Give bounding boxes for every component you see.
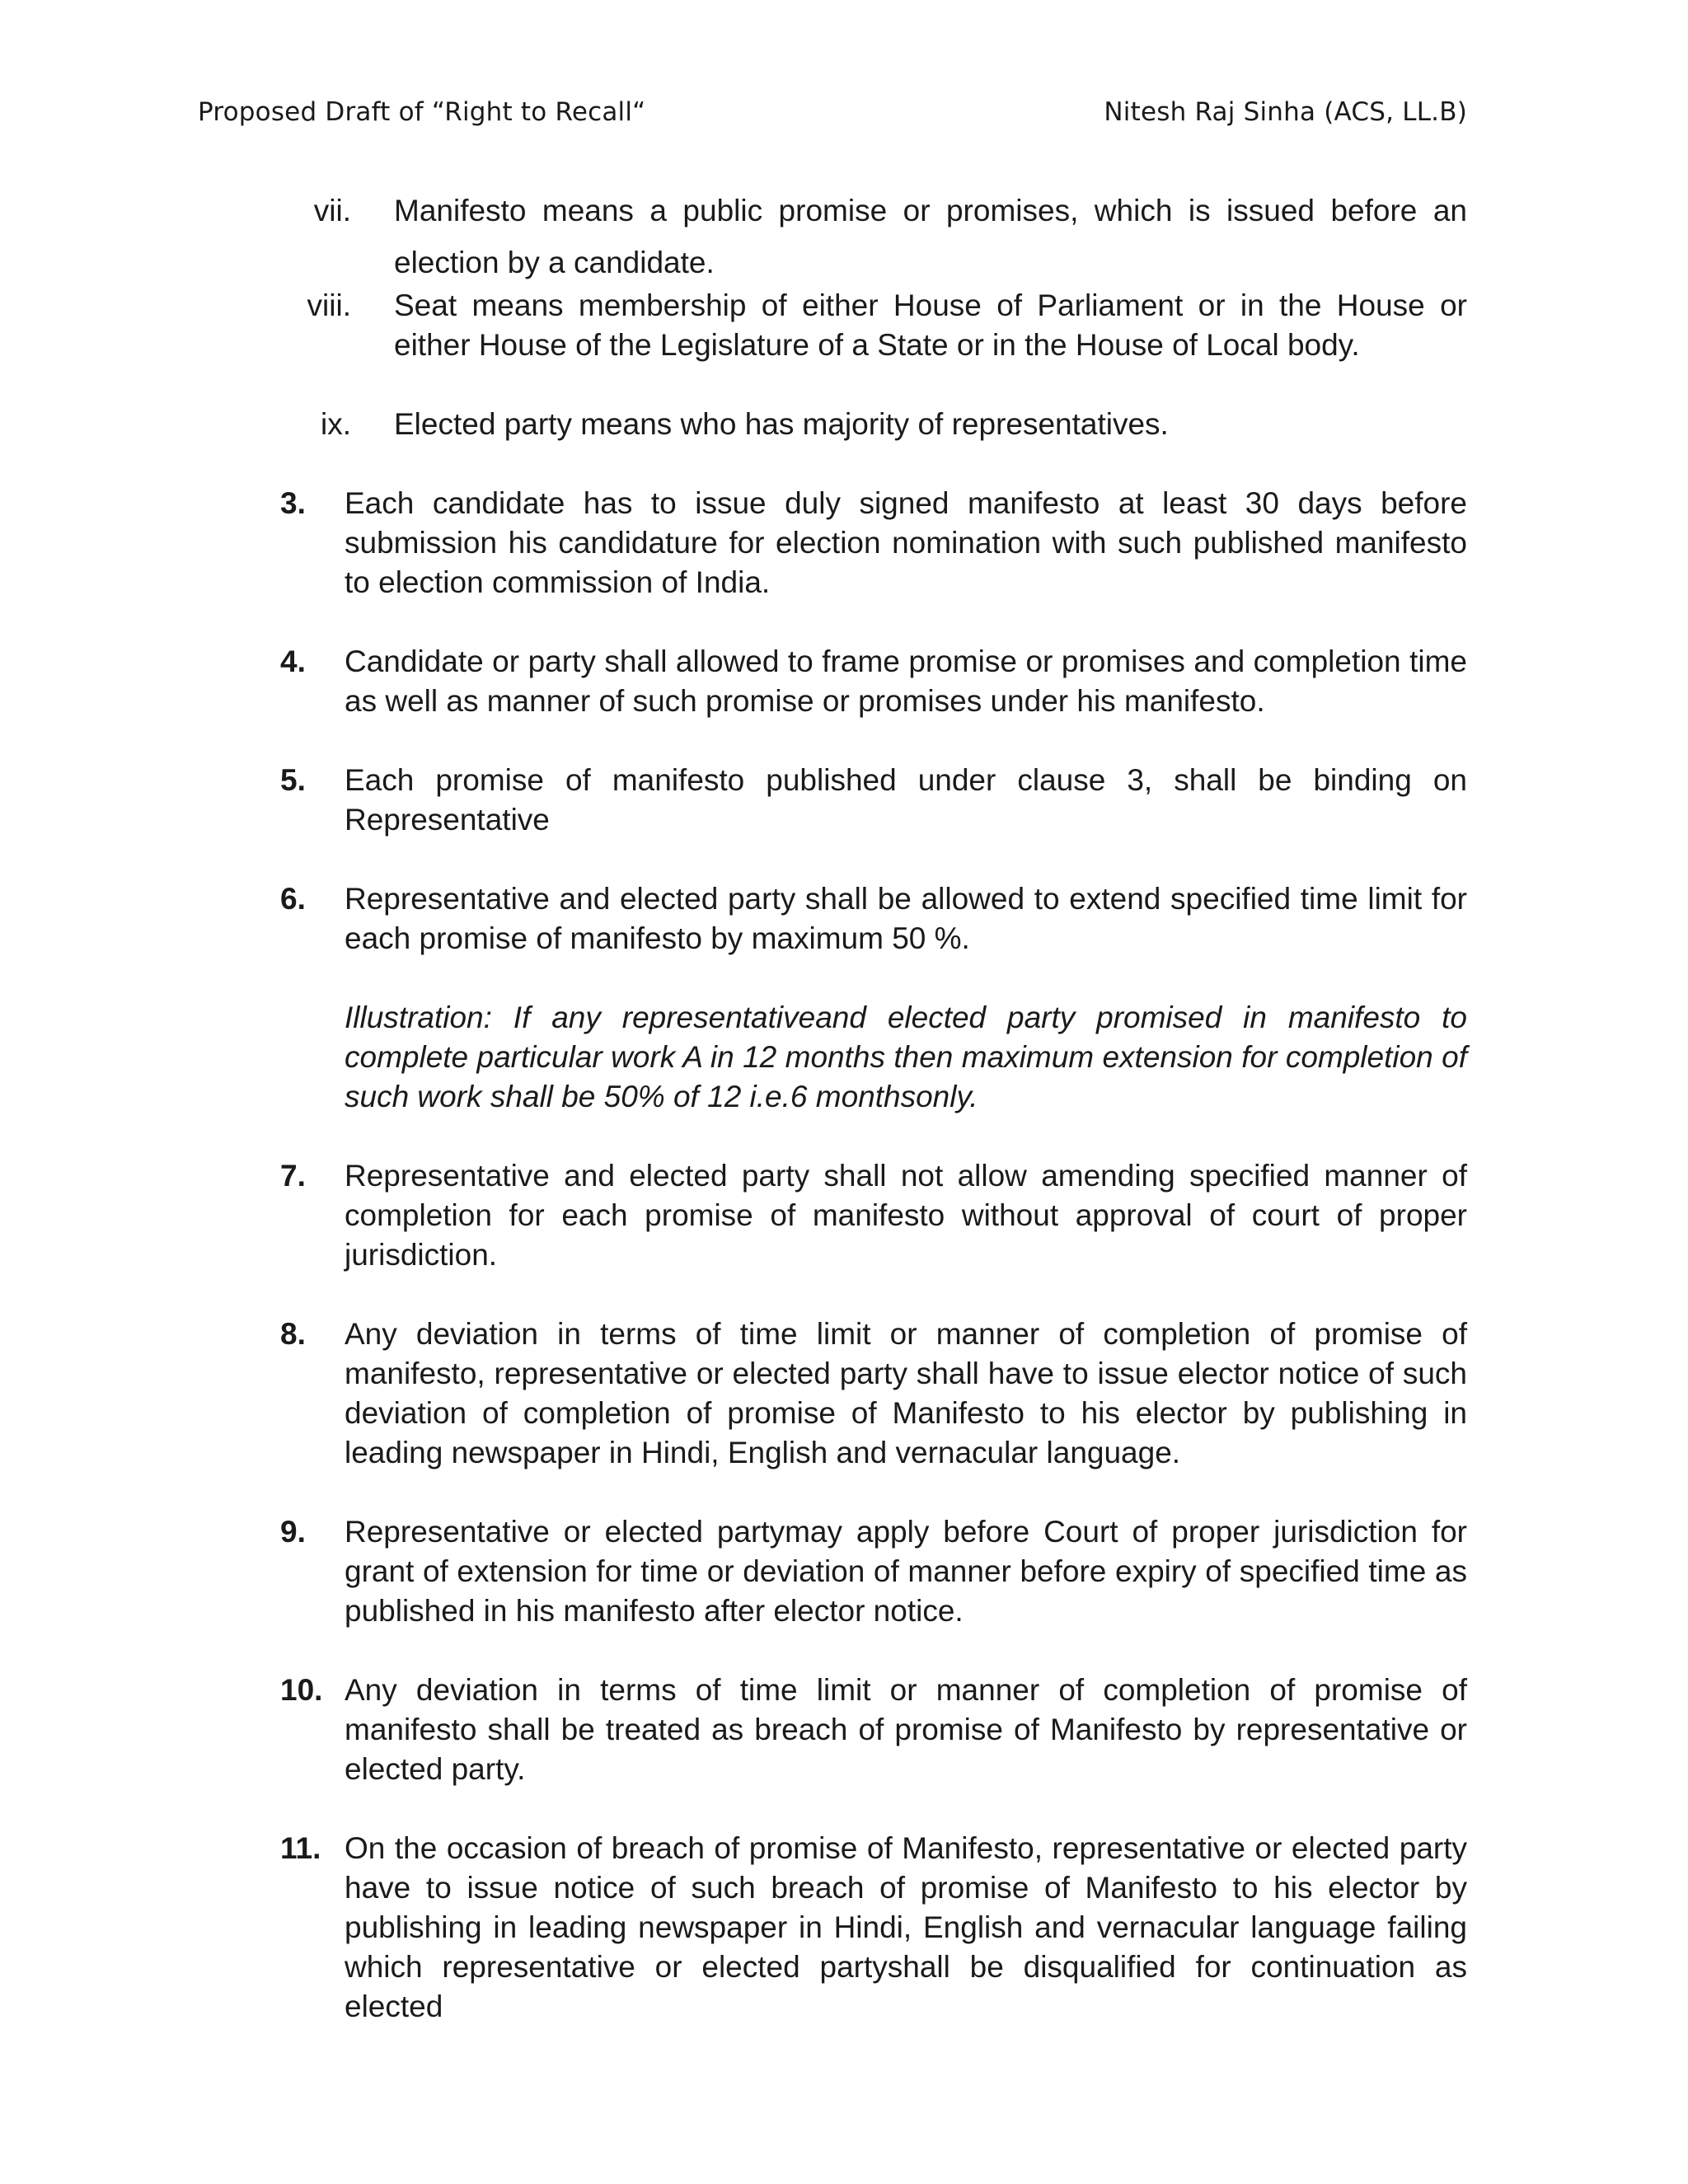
document-title: Proposed Draft of “Right to Recall“ bbox=[198, 97, 646, 127]
definition-ix bbox=[280, 405, 1467, 444]
author-name: Nitesh Raj Sinha (ACS, LL.B) bbox=[1104, 97, 1467, 127]
definition-text: Elected party means who has majority of representatives. bbox=[394, 407, 1169, 441]
clause-number: 3. bbox=[280, 486, 306, 520]
clause-10 bbox=[280, 1671, 1467, 1789]
clause-11 bbox=[280, 1829, 1467, 2027]
clause-6 bbox=[280, 879, 1467, 958]
clause-text: Any deviation in terms of time limit or manner of completion of promise of manifesto, representative or elected party shall have to issue elector notice of such deviation of completion of promise of Manifesto to his elector by publishing in leading newspaper in Hindi, English and vernacular language. bbox=[345, 1317, 1467, 1469]
clause-number: 6. bbox=[280, 882, 306, 916]
clause-8 bbox=[280, 1315, 1467, 1473]
clause-number: 4. bbox=[280, 644, 306, 678]
clause-text: Each candidate has to issue duly signed manifesto at least 30 days before submission his candidature for election nomination with such published manifesto to election commission of India. bbox=[345, 486, 1467, 599]
clause-number: 8. bbox=[280, 1317, 306, 1351]
page-header bbox=[198, 97, 1467, 138]
clause-number: 10. bbox=[280, 1673, 323, 1707]
document-body bbox=[280, 191, 1467, 2027]
definition-number: viii. bbox=[307, 288, 351, 322]
definition-number: vii. bbox=[313, 194, 351, 227]
clause-number: 11. bbox=[280, 1831, 321, 1865]
clause-9 bbox=[280, 1512, 1467, 1631]
definition-vii bbox=[280, 185, 1467, 288]
clause-text: On the occasion of breach of promise of Manifesto, representative or elected party have to issue notice of such breach of promise of Manifesto to his elector by publishing in leading newspaper in Hindi, English and vernacular language failing which representative or elected partyshall be disqualified for continuation as elected bbox=[345, 1831, 1467, 2023]
clause-text: Candidate or party shall allowed to frame promise or promises and completion time as well as manner of such promise or promises under his manifesto. bbox=[345, 644, 1467, 718]
definition-text: Manifesto means a public promise or promises, which is issued before an election by a candidate. bbox=[394, 194, 1467, 279]
clause-text: Representative and elected party shall not allow amending specified manner of completion for each promise of manifesto without approval of court of proper jurisdiction. bbox=[345, 1159, 1467, 1272]
clause-text: Any deviation in terms of time limit or manner of completion of promise of manifesto shall be treated as breach of promise of Manifesto by representative or elected party. bbox=[345, 1673, 1467, 1786]
definition-number: ix. bbox=[321, 407, 351, 441]
clause-number: 9. bbox=[280, 1515, 306, 1549]
clause-7 bbox=[280, 1156, 1467, 1275]
illustration: Illustration: If any representativeand elected party promised in manifesto to complete particular work A in 12 months then maximum extension for completion of such work shall be 50% of 12 i.e.6 monthsonly. bbox=[345, 1001, 1467, 1113]
clause-3 bbox=[280, 484, 1467, 602]
clause-number: 5. bbox=[280, 763, 306, 797]
clause-4 bbox=[280, 642, 1467, 721]
definition-text: Seat means membership of either House of Parliament or in the House or either House of the Legislature of a State or in the House of Local body. bbox=[394, 288, 1467, 362]
clause-text: Representative and elected party shall be allowed to extend specified time limit for each promise of manifesto by maximum 50 %. bbox=[345, 882, 1467, 955]
clause-5 bbox=[280, 761, 1467, 840]
clause-text: Representative or elected partymay apply before Court of proper jurisdiction for grant of extension for time or deviation of manner before expiry of specified time as published in his manifesto after elector notice. bbox=[345, 1515, 1467, 1628]
clause-text: Each promise of manifesto published under clause 3, shall be binding on Representative bbox=[345, 763, 1467, 837]
definition-viii bbox=[280, 286, 1467, 365]
clause-number: 7. bbox=[280, 1159, 306, 1193]
